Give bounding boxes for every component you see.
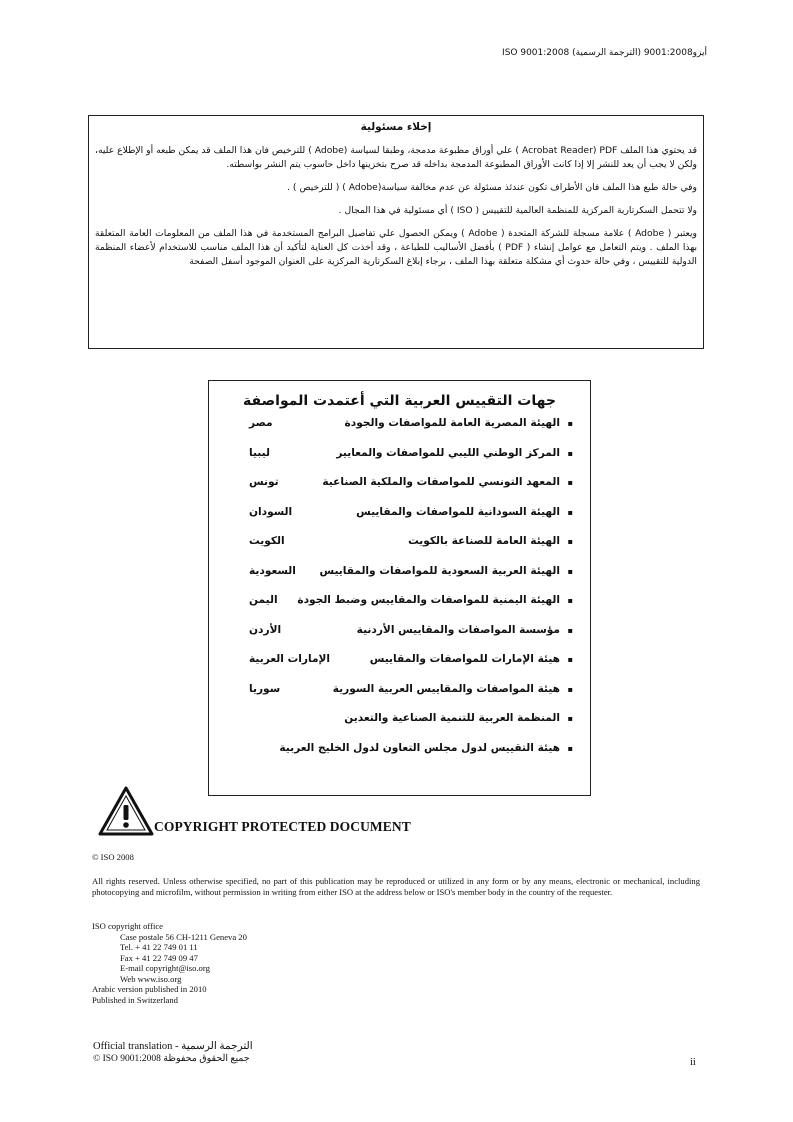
organization-name: هيئة التقييس لدول مجلس التعاون لدول الخليج العربية (279, 741, 560, 754)
organization-name: الهيئة السودانية للمواصفات والمقاييس (356, 505, 560, 518)
iso-office-address (92, 921, 247, 1005)
organization-name: الهيئة المصرية العامة للمواصفات والجودة (344, 417, 560, 429)
bullet-icon: ▪ (567, 684, 573, 694)
organization-name: المعهد التونسي للمواصفات والملكية الصناعية (322, 476, 560, 488)
organization-name: هيئة المواصفات والمقاييس العربية السورية (332, 682, 560, 695)
list-item (209, 742, 590, 772)
list-item (209, 624, 590, 654)
list-item (209, 476, 590, 506)
copyright-title: COPYRIGHT PROTECTED DOCUMENT (154, 819, 411, 834)
telephone: Tel. + 41 22 749 01 11 (120, 942, 198, 952)
standards-bodies-box (208, 380, 591, 796)
country-name: الأردن (249, 623, 282, 636)
list-item (209, 683, 590, 713)
footer (93, 1040, 253, 1066)
running-header: أيزو9001:2008 (الترجمة الرسمية) ISO 9001:2008 (502, 48, 707, 58)
page-number: ii (690, 1057, 696, 1068)
bullet-icon: ▪ (567, 596, 573, 605)
country-name: ليبيا (249, 446, 270, 459)
organization-name: الهيئة العامة للصناعة بالكويت (408, 535, 560, 547)
disclaimer-paragraph-4: ويعتبر ( Adobe ) علامة مسجلة للشركة المتحدة ( Adobe ) ويمكن الحصول علي تفاصيل البرامج المستخدمة في هذا الملف من المعلومات العامة المتعلقة بهذا الملف . ويتم التعامل مع عوامل إنشاء ( PDF ) بأفضل الأساليب للطباعة ، وقد أخذت كل العناية لتأكيد أن هذا الملف مناسب للاستخدام لأعضاء المنظمة الدولية للتقييس ، وفي حالة حدوث أي مشكلة متعلقة بهذا الملف ، برجاء إبلاغ السكرتارية المركزية على العنوان الموجود أسفل الصفحة (95, 228, 697, 267)
disclaimer-title: إخلاء مسئولية (360, 121, 432, 133)
bullet-icon: ▪ (567, 655, 573, 664)
bullet-icon: ▪ (567, 566, 573, 576)
organization-name: الهيئة اليمنية للمواصفات والمقاييس وضبط الجودة (297, 594, 560, 606)
list-item (209, 447, 590, 477)
standards-bodies-title: جهات التقييس العربية التي أعتمدت المواصفة (243, 393, 556, 409)
bullet-icon: ▪ (567, 507, 573, 517)
website: Web www.iso.org (120, 973, 182, 984)
arabic-version-note: Arabic version published in 2010 (92, 984, 207, 994)
country-name: السعودية (249, 564, 296, 577)
bullet-icon: ▪ (567, 448, 573, 458)
office-name: ISO copyright office (92, 921, 163, 931)
organization-name: هيئة الإمارات للمواصفات والمقاييس (369, 653, 560, 665)
organization-name: المنظمة العربية للتنمية الصناعية والتعدين (344, 712, 560, 724)
country-name: الإمارات العربية (249, 653, 331, 665)
bullet-icon: ▪ (567, 625, 573, 635)
published-note: Published in Switzerland (92, 994, 178, 1005)
list-item (209, 565, 590, 595)
bullet-icon: ▪ (567, 537, 573, 546)
warning-icon (97, 785, 155, 837)
list-item (209, 506, 590, 536)
standards-bodies-list (209, 417, 590, 771)
rights-statement: All rights reserved. Unless otherwise specified, no part of this publication may be reproduced or utilized in any form or by any means, electronic or mechanical, including photocopying and microfilm, without permission in writing from either ISO at the address below or ISO's member body in the country of the requester. (92, 876, 700, 897)
disclaimer-paragraph-3: ولا تتحمل السكرتارية المركزية للمنظمة العالمية للتقييس ( ISO ) أي مسئولية في هذا المجال . (338, 205, 697, 216)
copyright-year: © ISO 2008 (92, 852, 134, 862)
country-name: سوريا (249, 682, 281, 695)
bullet-icon: ▪ (567, 714, 573, 723)
footer-translation-note: Official translation - الترجمة الرسمية (93, 1041, 253, 1052)
country-name: الكويت (249, 535, 285, 547)
country-name: السودان (249, 505, 293, 518)
footer-copyright: © ISO 9001:2008 جميع الحقوق محفوظة (93, 1054, 250, 1064)
disclaimer-paragraph-1: قد يحتوي هذا الملف Acrobat Reader) PDF ) علي أوراق مطبوعة مدمجة، وطبقا لسياسة (Adobe ) للترخيص فان هذا الملف قد يمكن طبعه أو الإطلاع عليه، ولكن لا يجب أن يعد للنشر إلا إذا كانت الأوراق المطبوعة المدمجة بداخله قد صرح بتخزينها داخل حاسوب يتم النشر بواسطته. (95, 145, 697, 170)
organization-name: الهيئة العربية السعودية للمواصفات والمقاييس (319, 564, 560, 577)
organization-name: مؤسسة المواصفات والمقاييس الأردنية (356, 623, 560, 636)
country-name: مصر (249, 417, 273, 429)
list-item (209, 712, 590, 742)
disclaimer-box (88, 115, 704, 349)
list-item (209, 594, 590, 624)
list-item (209, 653, 590, 683)
bullet-icon: ▪ (567, 743, 573, 753)
bullet-icon: ▪ (567, 419, 573, 428)
list-item (209, 535, 590, 565)
bullet-icon: ▪ (567, 478, 573, 487)
disclaimer-paragraph-2: وفي حالة طبع هذا الملف فان الأطراف تكون عندئذ مسئولة عن عدم مخالفة سياسة(Adobe ) ( للترخيص ) . (287, 182, 697, 193)
list-item (209, 417, 590, 447)
country-name: تونس (249, 476, 279, 488)
fax: Fax + 41 22 749 09 47 (120, 952, 198, 963)
postal-address: Case postale 56 CH-1211 Geneva 20 (120, 931, 247, 942)
organization-name: المركز الوطني الليبي للمواصفات والمعايير (336, 446, 560, 459)
country-name: اليمن (249, 594, 278, 606)
email: E-mail copyright@iso.org (120, 963, 210, 973)
